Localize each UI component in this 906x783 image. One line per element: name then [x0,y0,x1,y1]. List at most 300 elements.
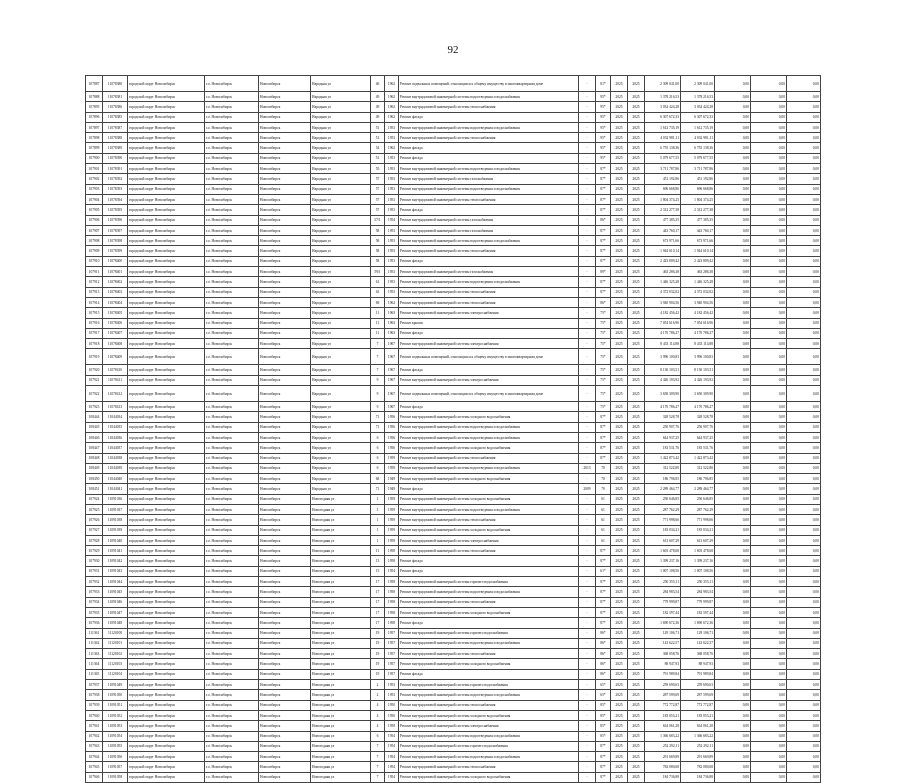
table-cell-category: 61 [596,494,611,504]
table-cell-house: 57/1 [371,215,385,225]
table-cell-from: 2025 [611,463,628,473]
table-cell-work: Ремонт внутридомовой инженерной системы холодного водоснабжения [399,443,579,453]
table-cell-total: 287 762,29 [681,504,715,514]
table-cell-total: 250 355,11 [681,577,715,587]
table-cell-to: 2025 [628,164,645,174]
table-cell-work: Ремонт внутридомовой инженерной системы электроснабжения [399,721,579,731]
table-cell-year: 1959 [385,515,399,525]
table-cell-letter: - [579,710,596,720]
table-cell-c3: 0,00 [787,546,821,556]
table-cell-letter: - [579,566,596,576]
table-cell-c3: 0,00 [787,566,821,576]
table-cell-total: 4 372 032,02 [681,287,715,297]
table-cell-c3: 0,00 [787,443,821,453]
table-row [86,153,821,163]
table-cell-category: 87* [596,597,611,607]
table-cell-work: Ремонт внутридомовой инженерной системы холодного водоснабжения [399,412,579,422]
table-cell-work: Ремонт фасада [399,328,579,338]
table-cell-settlement: г.о. Новосибирск [205,375,259,385]
table-cell-settlement: г.о. Новосибирск [205,525,259,535]
table-cell-house: 17 [371,587,385,597]
table-cell-total: 182 597,44 [681,607,715,617]
table-cell-house: 6 [371,453,385,463]
table-cell-house: 7 [371,752,385,762]
table-cell-work: Ремонт подвальных помещений, относящихся к общему имуществу в многоквартирном доме [399,386,579,402]
table-cell-cost: 791 989,84 [645,669,681,679]
table-cell-municipality: городской округ Новосибирск [128,484,205,494]
table-cell-house: 9 [371,386,385,402]
table-cell-city: Новосибирск [259,577,311,587]
table-cell-house: 17 [371,607,385,617]
table-cell-cost: 1 422 873,42 [645,453,681,463]
table-cell-from: 2025 [611,422,628,432]
table-cell-category: 87* [596,607,611,617]
table-cell-c1: 0,00 [715,649,751,659]
table-cell-letter: - [579,287,596,297]
table-cell-work: Ремонт внутридомовой инженерной системы холодного водоснабжения [399,494,579,504]
table-cell-work: Ремонт подвальных помещений, относящихся к общему имуществу в многоквартирном доме [399,349,579,365]
table-cell-to: 2025 [628,597,645,607]
table-cell-total: 2 289 464,77 [681,484,715,494]
table-cell-work: Ремонт фасада [399,256,579,266]
table-cell-id: 107905 [86,205,103,215]
table-cell-category: 87* [596,412,611,422]
table-row [86,566,821,576]
table-cell-street: Народная ул [311,143,371,153]
table-row [86,772,821,782]
table-cell-municipality: городской округ Новосибирск [128,587,205,597]
table-cell-c3: 0,00 [787,297,821,307]
table-cell-work: Ремонт внутридомовой инженерной системы теплоснабжения [399,246,579,256]
table-cell-cost: 6 307 672,33 [645,112,681,122]
table-cell-street: Народная ул [311,205,371,215]
table-cell-house: 19 [371,659,385,669]
table-cell-code: 11091056 [103,752,128,762]
table-cell-id: 107902 [86,174,103,184]
table-cell-cost: 287 599,69 [645,690,681,700]
table-cell-id: 107921 [86,375,103,385]
table-cell-category: 75* [596,349,611,365]
table-cell-work: Ремонт фасада [399,205,579,215]
table-cell-work: Ремонт внутридомовой инженерной системы теплоснабжения [399,649,579,659]
table-row [86,308,821,318]
table-cell-house: 19 [371,628,385,638]
table-cell-letter: - [579,375,596,385]
table-cell-total: 2 423 809,42 [681,256,715,266]
table-cell-from: 2025 [611,112,628,122]
table-cell-c3: 0,00 [787,236,821,246]
table-cell-c1: 0,00 [715,318,751,328]
table-cell-to: 2025 [628,174,645,184]
table-cell-code: 11091045 [103,587,128,597]
table-cell-work: Ремонт внутридомовой инженерной системы теплоснабжения [399,297,579,307]
table-cell-cost: 779 999,87 [645,597,681,607]
table-cell-c2: 0,00 [751,328,787,338]
table-cell-category: 85* [596,710,611,720]
table-cell-total: 673 971,66 [681,236,715,246]
table-cell-house: 4 [371,721,385,731]
table-cell-c1: 0,00 [715,628,751,638]
table-cell-total: 3 034 424,28 [681,102,715,112]
table-cell-settlement: г.о. Новосибирск [205,386,259,402]
table-cell-c2: 0,00 [751,422,787,432]
table-cell-c2: 0,00 [751,618,787,628]
table-cell-house: 17 [371,577,385,587]
table-cell-letter: - [579,577,596,587]
table-cell-c3: 0,00 [787,587,821,597]
table-cell-year: 1959 [385,525,399,535]
table-cell-to: 2025 [628,92,645,102]
table-cell-street: Народная ул [311,412,371,422]
table-cell-street: Народная ул [311,92,371,102]
table-cell-total: 252 292,11 [681,741,715,751]
table-cell-city: Новосибирск [259,504,311,514]
table-cell-total: 284 983,54 [681,587,715,597]
table-cell-c3: 0,00 [787,308,821,318]
table-cell-street: Новогодняя ул [311,690,371,700]
table-cell-municipality: городской округ Новосибирск [128,577,205,587]
table-row [86,422,821,432]
table-cell-work: Ремонт внутридомовой инженерной системы теплоснабжения [399,102,579,112]
table-cell-settlement: г.о. Новосибирск [205,112,259,122]
table-cell-letter: - [579,318,596,328]
table-cell-work: Ремонт внутридомовой инженерной системы холодного водоснабжения [399,607,579,617]
table-cell-c2: 0,00 [751,649,787,659]
table-cell-c3: 0,00 [787,422,821,432]
table-cell-to: 2025 [628,700,645,710]
table-cell-code: 11091048 [103,618,128,628]
table-cell-c1: 0,00 [715,194,751,204]
table-cell-id: 107907 [86,225,103,235]
table-cell-from: 2025 [611,659,628,669]
table-cell-work: Ремонт внутридомовой инженерной системы водоотведения и водоснабжения [399,752,579,762]
table-cell-house: 9 [371,402,385,412]
table-cell-letter: - [579,236,596,246]
table-cell-cost: 451 192,86 [645,174,681,184]
table-cell-cost: 463 286,38 [645,267,681,277]
table-cell-year: 1958 [385,556,399,566]
table-cell-house: 1 [371,535,385,545]
table-cell-category: 61 [596,535,611,545]
table-cell-work: Ремонт внутридомовой инженерной системы водоотведения и водоснабжения [399,463,579,473]
table-cell-c2: 0,00 [751,308,787,318]
table-cell-work: Ремонт внутридомовой инженерной системы водоотведения и водоснабжения [399,277,579,287]
table-cell-letter: - [579,525,596,535]
table-cell-city: Новосибирск [259,256,311,266]
table-cell-to: 2025 [628,628,645,638]
table-cell-total: 3 940 904,56 [681,297,715,307]
table-cell-category: 86* [596,669,611,679]
table-cell-total: 634 061,28 [681,721,715,731]
table-cell-city: Новосибирск [259,628,311,638]
table-cell-house: 57 [371,194,385,204]
table-cell-work: Ремонт фасада [399,566,579,576]
table-cell-c3: 0,00 [787,184,821,194]
table-cell-year: 1953 [385,246,399,256]
table-cell-city: Новосибирск [259,287,311,297]
table-cell-c2: 0,00 [751,365,787,375]
table-cell-city: Новосибирск [259,463,311,473]
table-row [86,402,821,412]
table-cell-category: 87* [596,741,611,751]
table-cell-settlement: г.о. Новосибирск [205,494,259,504]
table-cell-street: Новогодняя ул [311,607,371,617]
table-cell-c2: 0,00 [751,731,787,741]
table-cell-municipality: городской округ Новосибирск [128,267,205,277]
table-cell-c3: 0,00 [787,484,821,494]
table-cell-c1: 0,00 [715,638,751,648]
table-cell-id: 107925 [86,504,103,514]
table-cell-city: Новосибирск [259,375,311,385]
table-cell-to: 2025 [628,432,645,442]
table-cell-work: Ремонт внутридомовой инженерной системы горячего водоснабжения [399,628,579,638]
table-cell-from: 2025 [611,246,628,256]
table-cell-city: Новосибирск [259,164,311,174]
table-cell-work: Ремонт внутридомовой инженерной системы водоотведения и водоснабжения [399,184,579,194]
table-cell-id: 107887 [86,76,103,92]
table-cell-c2: 0,00 [751,680,787,690]
table-cell-from: 2025 [611,328,628,338]
table-cell-to: 2025 [628,102,645,112]
table-cell-to: 2025 [628,556,645,566]
table-cell-c1: 0,00 [715,92,751,102]
table-cell-from: 2025 [611,349,628,365]
table-cell-cost: 186 796,85 [645,474,681,484]
table-row [86,215,821,225]
table-cell-category: 85* [596,700,611,710]
table-cell-to: 2025 [628,287,645,297]
table-cell-house: 55 [371,164,385,174]
table-cell-code: 11091046 [103,597,128,607]
table-cell-id: 107939 [86,700,103,710]
table-cell-settlement: г.о. Новосибирск [205,515,259,525]
table-cell-c1: 0,00 [715,680,751,690]
table-cell-from: 2025 [611,92,628,102]
table-cell-street: Народная ул [311,215,371,225]
table-cell-id: 107896 [86,112,103,122]
table-cell-id: 107928 [86,535,103,545]
table-cell-settlement: г.о. Новосибирск [205,349,259,365]
table-cell-id: 107897 [86,122,103,132]
table-cell-city: Новосибирск [259,122,311,132]
table-cell-cost: 2 289 464,77 [645,484,681,494]
table-cell-id: 107917 [86,328,103,338]
table-cell-street: Народная ул [311,443,371,453]
table-cell-from: 2025 [611,618,628,628]
table-cell-letter: - [579,690,596,700]
table-cell-category: 87* [596,453,611,463]
table-cell-work: Ремонт внутридомовой инженерной системы холодного водоснабжения [399,474,579,484]
table-cell-to: 2025 [628,122,645,132]
table-cell-c3: 0,00 [787,225,821,235]
table-cell-to: 2025 [628,205,645,215]
table-cell-c3: 0,00 [787,164,821,174]
table-cell-to: 2025 [628,515,645,525]
table-row [86,112,821,122]
table-cell-to: 2025 [628,566,645,576]
table-cell-id: 108448 [86,453,103,463]
table-cell-settlement: г.о. Новосибирск [205,225,259,235]
table-cell-category: 95* [596,133,611,143]
table-cell-municipality: городской округ Новосибирск [128,659,205,669]
table-cell-total: 4 426 193,92 [681,375,715,385]
table-cell-letter: - [579,174,596,184]
table-cell-code: 11078405 [103,308,128,318]
table-cell-year: 1954 [385,752,399,762]
table-cell-cost: 3 940 904,56 [645,297,681,307]
table-cell-year: 1958 [385,618,399,628]
table-cell-total: 443 760,17 [681,225,715,235]
table-cell-category: 61* [596,566,611,576]
table-cell-municipality: городской округ Новосибирск [128,375,205,385]
table-cell-street: Народная ул [311,386,371,402]
table-cell-street: Народная ул [311,153,371,163]
table-cell-municipality: городской округ Новосибирск [128,92,205,102]
table-cell-from: 2025 [611,287,628,297]
table-cell-c3: 0,00 [787,762,821,772]
table-cell-to: 2025 [628,690,645,700]
table-cell-settlement: г.о. Новосибирск [205,76,259,92]
table-cell-c2: 0,00 [751,412,787,422]
table-cell-to: 2025 [628,731,645,741]
table-cell-c2: 0,00 [751,474,787,484]
table-cell-year: 1967 [385,375,399,385]
table-row [86,669,821,679]
table-cell-total: 6 755 138,36 [681,143,715,153]
table-cell-municipality: городской округ Новосибирск [128,741,205,751]
table-cell-c2: 0,00 [751,122,787,132]
table-cell-c3: 0,00 [787,731,821,741]
table-cell-house: 15 [371,566,385,576]
table-cell-municipality: городской округ Новосибирск [128,515,205,525]
table-cell-work: Ремонт внутридомовой инженерной системы водоотведения и водоснабжения [399,422,579,432]
table-cell-letter: - [579,277,596,287]
table-cell-year: 1954 [385,215,399,225]
table-cell-cost: 4 182 456,42 [645,308,681,318]
table-cell-total: 328 528,78 [681,412,715,422]
table-cell-c1: 0,00 [715,375,751,385]
table-cell-work: Ремонт внутридомовой инженерной системы водоотведения и водоснабжения [399,92,579,102]
table-cell-municipality: городской округ Новосибирск [128,143,205,153]
table-cell-c1: 0,00 [715,102,751,112]
table-cell-house: 11 [371,328,385,338]
table-cell-id: 107903 [86,184,103,194]
table-cell-to: 2025 [628,607,645,617]
table-cell-from: 2025 [611,700,628,710]
table-cell-letter: - [579,638,596,648]
table-cell-city: Новосибирск [259,194,311,204]
table-cell-cost: 772 772,87 [645,700,681,710]
table-row [86,504,821,514]
table-cell-to: 2025 [628,762,645,772]
table-cell-c3: 0,00 [787,256,821,266]
table-row [86,453,821,463]
table-cell-year: 1953 [385,680,399,690]
table-cell-house: 1 [371,494,385,504]
table-cell-c3: 0,00 [787,710,821,720]
table-cell-code: 11120103 [103,659,128,669]
table-cell-letter: - [579,194,596,204]
table-cell-category: 87* [596,577,611,587]
table-cell-total: 4 032 981,11 [681,133,715,143]
table-cell-from: 2025 [611,236,628,246]
table-cell-total: 8 433 114,88 [681,339,715,349]
table-cell-city: Новосибирск [259,297,311,307]
table-cell-code: 11078385 [103,112,128,122]
table-cell-city: Новосибирск [259,412,311,422]
table-cell-code: 11091042 [103,556,128,566]
table-cell-to: 2025 [628,277,645,287]
table-cell-city: Новосибирск [259,386,311,402]
table-cell-house: 58 [371,256,385,266]
table-cell-work: Ремонт внутридомовой инженерной системы холодного водоснабжения [399,710,579,720]
table-cell-municipality: городской округ Новосибирск [128,386,205,402]
table-cell-work: Ремонт фасада [399,669,579,679]
table-cell-year: 1959 [385,535,399,545]
table-cell-work: Ремонт внутридомовой инженерной системы теплоснабжения [399,700,579,710]
table-cell-letter: - [579,184,596,194]
table-row [86,680,821,690]
table-cell-id: 107920 [86,365,103,375]
table-cell-code: 11044037 [103,443,128,453]
table-cell-city: Новосибирск [259,494,311,504]
table-cell-category: 89* [596,267,611,277]
table-cell-total: 2 312 277,38 [681,205,715,215]
table-cell-c2: 0,00 [751,700,787,710]
table-cell-c3: 0,00 [787,102,821,112]
table-cell-c2: 0,00 [751,525,787,535]
table-cell-letter: - [579,515,596,525]
table-cell-settlement: г.о. Новосибирск [205,741,259,751]
table-cell-c1: 0,00 [715,453,751,463]
table-cell-settlement: г.о. Новосибирск [205,587,259,597]
table-row [86,731,821,741]
table-cell-letter: - [579,402,596,412]
table-cell-to: 2025 [628,649,645,659]
table-cell-street: Новогодняя ул [311,721,371,731]
table-cell-street: Новогодняя ул [311,597,371,607]
table-cell-settlement: г.о. Новосибирск [205,463,259,473]
table-cell-year: 1953 [385,267,399,277]
table-cell-code: 11091049 [103,680,128,690]
table-cell-id: 107932 [86,577,103,587]
table-cell-settlement: г.о. Новосибирск [205,339,259,349]
table-row [86,122,821,132]
table-cell-c1: 0,00 [715,463,751,473]
table-cell-letter: - [579,597,596,607]
table-cell-code: 11078397 [103,225,128,235]
table-cell-c2: 0,00 [751,638,787,648]
table-cell-to: 2025 [628,267,645,277]
table-cell-to: 2025 [628,618,645,628]
table-cell-code: 11091040 [103,535,128,545]
table-cell-letter: - [579,546,596,556]
table-cell-c3: 0,00 [787,174,821,184]
table-cell-c1: 0,00 [715,256,751,266]
table-cell-c2: 0,00 [751,246,787,256]
table-cell-street: Народная ул [311,318,371,328]
table-cell-category: 86* [596,649,611,659]
table-cell-year: 1949 [385,484,399,494]
table-cell-house: 11 [371,546,385,556]
table-cell-to: 2025 [628,463,645,473]
table-row [86,225,821,235]
table-cell-total: 291 669,89 [681,752,715,762]
table-cell-street: Новогодняя ул [311,494,371,504]
table-cell-c3: 0,00 [787,143,821,153]
table-cell-city: Новосибирск [259,102,311,112]
table-cell-work: Ремонт внутридомовой инженерной системы водоотведения и водоснабжения [399,432,579,442]
